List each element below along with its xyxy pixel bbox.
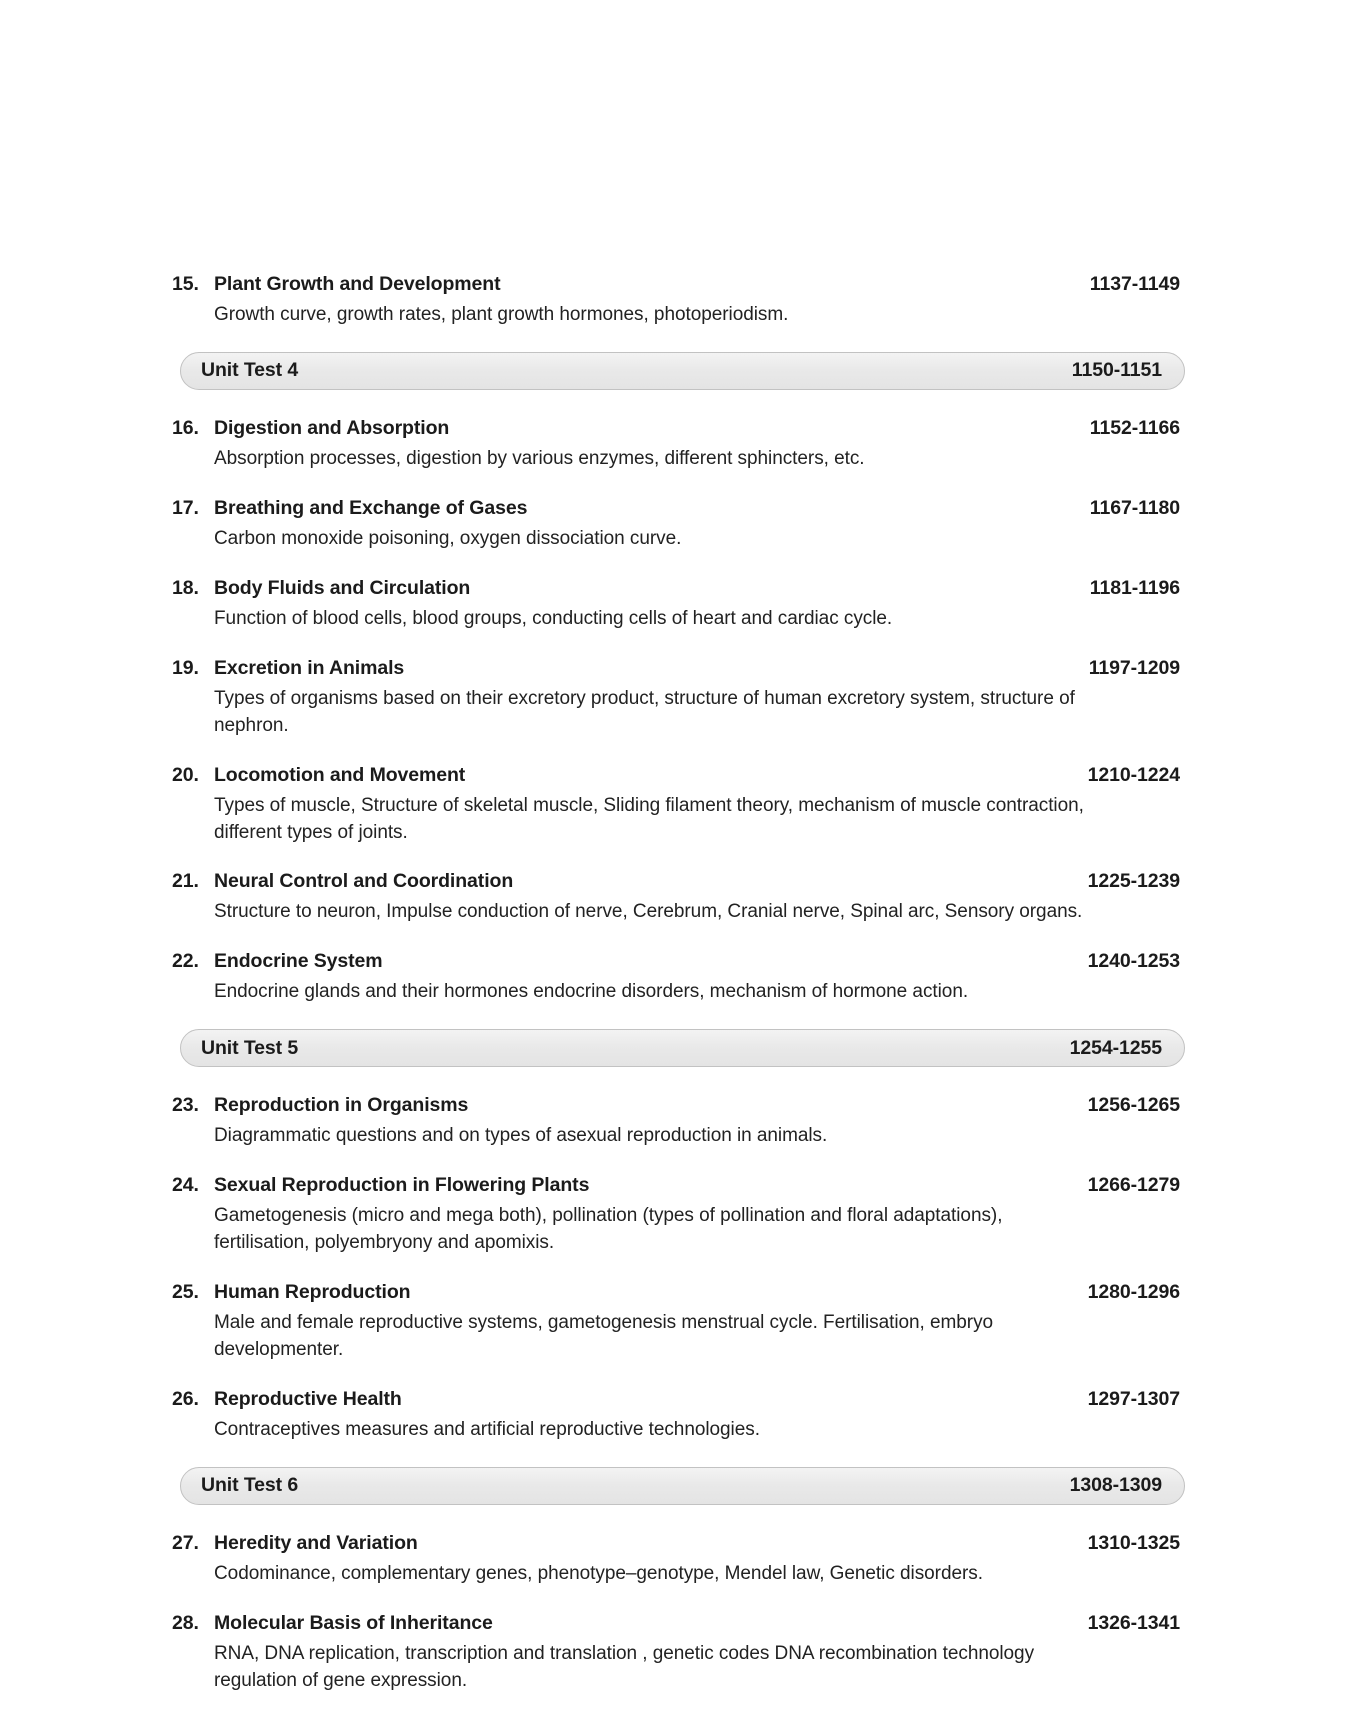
chapter-entry-title-group: [172, 763, 1088, 788]
chapter-entry-header: [172, 1387, 1180, 1412]
chapter-number: 21.: [172, 870, 199, 893]
chapter-entry[interactable]: [172, 949, 1180, 1006]
chapter-title[interactable]: Reproduction in Organisms: [214, 1094, 469, 1117]
chapter-entry-header: [172, 1280, 1180, 1305]
chapter-entry[interactable]: [172, 1387, 1180, 1444]
chapter-entry[interactable]: [172, 1173, 1180, 1257]
chapter-entry-title-group: [172, 416, 1090, 441]
chapter-title[interactable]: Human Reproduction: [214, 1281, 411, 1304]
chapter-entry-title-group: [172, 272, 1090, 297]
chapter-number: 28.: [172, 1611, 199, 1634]
chapter-entry-header: [172, 869, 1180, 894]
chapter-entry-title-group: [172, 1280, 1088, 1305]
chapter-entry-header: [172, 1093, 1180, 1118]
unit-test-row[interactable]: [180, 1029, 1185, 1067]
unit-test-label: Unit Test 6: [201, 1474, 299, 1497]
chapter-entry-title-group: [172, 1173, 1088, 1198]
chapter-description: Diagrammatic questions and on types of asexual reproduction in animals.: [214, 1125, 828, 1147]
chapter-entry[interactable]: [172, 496, 1180, 553]
chapter-description: Function of blood cells, blood groups, conducting cells of heart and cardiac cycle.: [214, 607, 893, 629]
table-of-contents-list: [172, 272, 1180, 1695]
chapter-entry-header: [172, 1173, 1180, 1198]
chapter-number: 27.: [172, 1531, 199, 1554]
chapter-page-range: 1225-1239: [1087, 870, 1180, 893]
chapter-entry-header: [172, 763, 1180, 788]
chapter-entry-header: [172, 656, 1180, 681]
chapter-title[interactable]: Heredity and Variation: [214, 1531, 418, 1554]
chapter-title[interactable]: Plant Growth and Development: [214, 273, 501, 295]
chapter-page-range: 1310-1325: [1087, 1531, 1180, 1554]
chapter-entry[interactable]: [172, 656, 1180, 740]
chapter-number: 20.: [172, 763, 199, 786]
chapter-number: 19.: [172, 656, 199, 679]
chapter-page-range: 1280-1296: [1087, 1281, 1180, 1304]
chapter-number: 18.: [172, 576, 199, 599]
chapter-entry-title-group: [172, 496, 1090, 521]
chapter-title[interactable]: Molecular Basis of Inheritance: [214, 1611, 493, 1634]
chapter-title[interactable]: Digestion and Absorption: [214, 416, 450, 439]
chapter-page-range: 1326-1341: [1087, 1611, 1180, 1634]
chapter-description: Structure to neuron, Impulse conduction of nerve, Cerebrum, Cranial nerve, Spinal arc, Sensory organs.: [214, 901, 1083, 923]
chapter-description: Carbon monoxide poisoning, oxygen dissociation curve.: [214, 527, 682, 549]
chapter-entry[interactable]: [172, 416, 1180, 473]
chapter-page-range: 1297-1307: [1087, 1388, 1180, 1411]
unit-test-pages: 1308-1309: [1069, 1474, 1162, 1497]
chapter-title[interactable]: Locomotion and Movement: [214, 763, 466, 786]
chapter-title[interactable]: Reproductive Health: [214, 1388, 402, 1411]
chapter-number: 25.: [172, 1281, 199, 1304]
chapter-description: Types of organisms based on their excretory product, structure of human excretory system, structure of nephron.: [214, 687, 1075, 736]
chapter-entry-title-group: [172, 869, 1088, 894]
chapter-page-range: 1266-1279: [1087, 1174, 1180, 1197]
chapter-page-range: 1240-1253: [1087, 950, 1180, 973]
chapter-description: Types of muscle, Structure of skeletal muscle, Sliding filament theory, mechanism of muscle contraction, different types of joints.: [214, 794, 1084, 843]
chapter-entry[interactable]: [172, 869, 1180, 926]
chapter-description: Absorption processes, digestion by various enzymes, different sphincters, etc.: [214, 447, 865, 469]
chapter-number: 15.: [172, 273, 199, 295]
chapter-entry-title-group: [172, 1611, 1088, 1636]
chapter-entry[interactable]: [172, 1611, 1180, 1695]
chapter-page-range: 1256-1265: [1087, 1094, 1180, 1117]
chapter-page-range: 1167-1180: [1089, 496, 1180, 519]
chapter-entry[interactable]: [172, 1531, 1180, 1588]
unit-test-row[interactable]: [180, 1467, 1185, 1505]
chapter-entry[interactable]: [172, 1093, 1180, 1150]
chapter-entry[interactable]: [172, 272, 1180, 329]
chapter-entry-header: [172, 416, 1180, 441]
chapter-entry-header: [172, 576, 1180, 601]
chapter-entry-title-group: [172, 1093, 1088, 1118]
chapter-entry-title-group: [172, 1531, 1088, 1556]
chapter-description: Contraceptives measures and artificial reproductive technologies.: [214, 1418, 760, 1440]
chapter-description: RNA, DNA replication, transcription and translation , genetic codes DNA recombination technology regulation of gene expression.: [214, 1642, 1035, 1691]
unit-test-pages: 1150-1151: [1071, 359, 1162, 382]
unit-test-label: Unit Test 4: [201, 359, 299, 382]
chapter-entry[interactable]: [172, 576, 1180, 633]
chapter-number: 16.: [172, 416, 199, 439]
chapter-description: Endocrine glands and their hormones endocrine disorders, mechanism of hormone action.: [214, 981, 969, 1003]
chapter-entry[interactable]: [172, 763, 1180, 847]
chapter-entry[interactable]: [172, 1280, 1180, 1364]
chapter-number: 24.: [172, 1174, 199, 1197]
chapter-page-range: 1181-1196: [1089, 576, 1180, 599]
chapter-entry-header: [172, 496, 1180, 521]
chapter-entry-header: [172, 949, 1180, 974]
chapter-entry-header: [172, 1531, 1180, 1556]
chapter-entry-title-group: [172, 949, 1088, 974]
chapter-title[interactable]: Neural Control and Coordination: [214, 870, 514, 893]
chapter-title[interactable]: Body Fluids and Circulation: [214, 576, 471, 599]
chapter-entry-title-group: [172, 656, 1089, 681]
chapter-entry-header: [172, 1611, 1180, 1636]
chapter-number: 17.: [172, 496, 199, 519]
chapter-entry-title-group: [172, 1387, 1088, 1412]
unit-test-pages: 1254-1255: [1069, 1036, 1162, 1059]
chapter-entry-title-group: [172, 576, 1090, 601]
chapter-number: 26.: [172, 1388, 199, 1411]
chapter-entry-header: [172, 272, 1180, 297]
chapter-number: 23.: [172, 1094, 199, 1117]
unit-test-label: Unit Test 5: [201, 1036, 299, 1059]
chapter-description: Codominance, complementary genes, phenotype–genotype, Mendel law, Genetic disorders.: [214, 1562, 983, 1584]
unit-test-row[interactable]: [180, 352, 1185, 390]
chapter-page-range: 1197-1209: [1088, 656, 1180, 679]
chapter-title[interactable]: Excretion in Animals: [214, 656, 405, 679]
chapter-title[interactable]: Breathing and Exchange of Gases: [214, 496, 528, 519]
chapter-description: Growth curve, growth rates, plant growth hormones, photoperiodism.: [214, 303, 789, 325]
chapter-page-range: 1137-1149: [1089, 273, 1180, 295]
chapter-description: Male and female reproductive systems, gametogenesis menstrual cycle. Fertilisation, embryo developmenter.: [214, 1312, 994, 1361]
chapter-description: Gametogenesis (micro and mega both), pollination (types of pollination and floral adaptations), fertilisation, polyembryony and apomixis.: [214, 1205, 1003, 1254]
chapter-page-range: 1210-1224: [1087, 763, 1180, 786]
chapter-number: 22.: [172, 950, 199, 973]
chapter-page-range: 1152-1166: [1089, 416, 1180, 439]
chapter-title[interactable]: Sexual Reproduction in Flowering Plants: [214, 1174, 590, 1197]
chapter-title[interactable]: Endocrine System: [214, 950, 383, 973]
